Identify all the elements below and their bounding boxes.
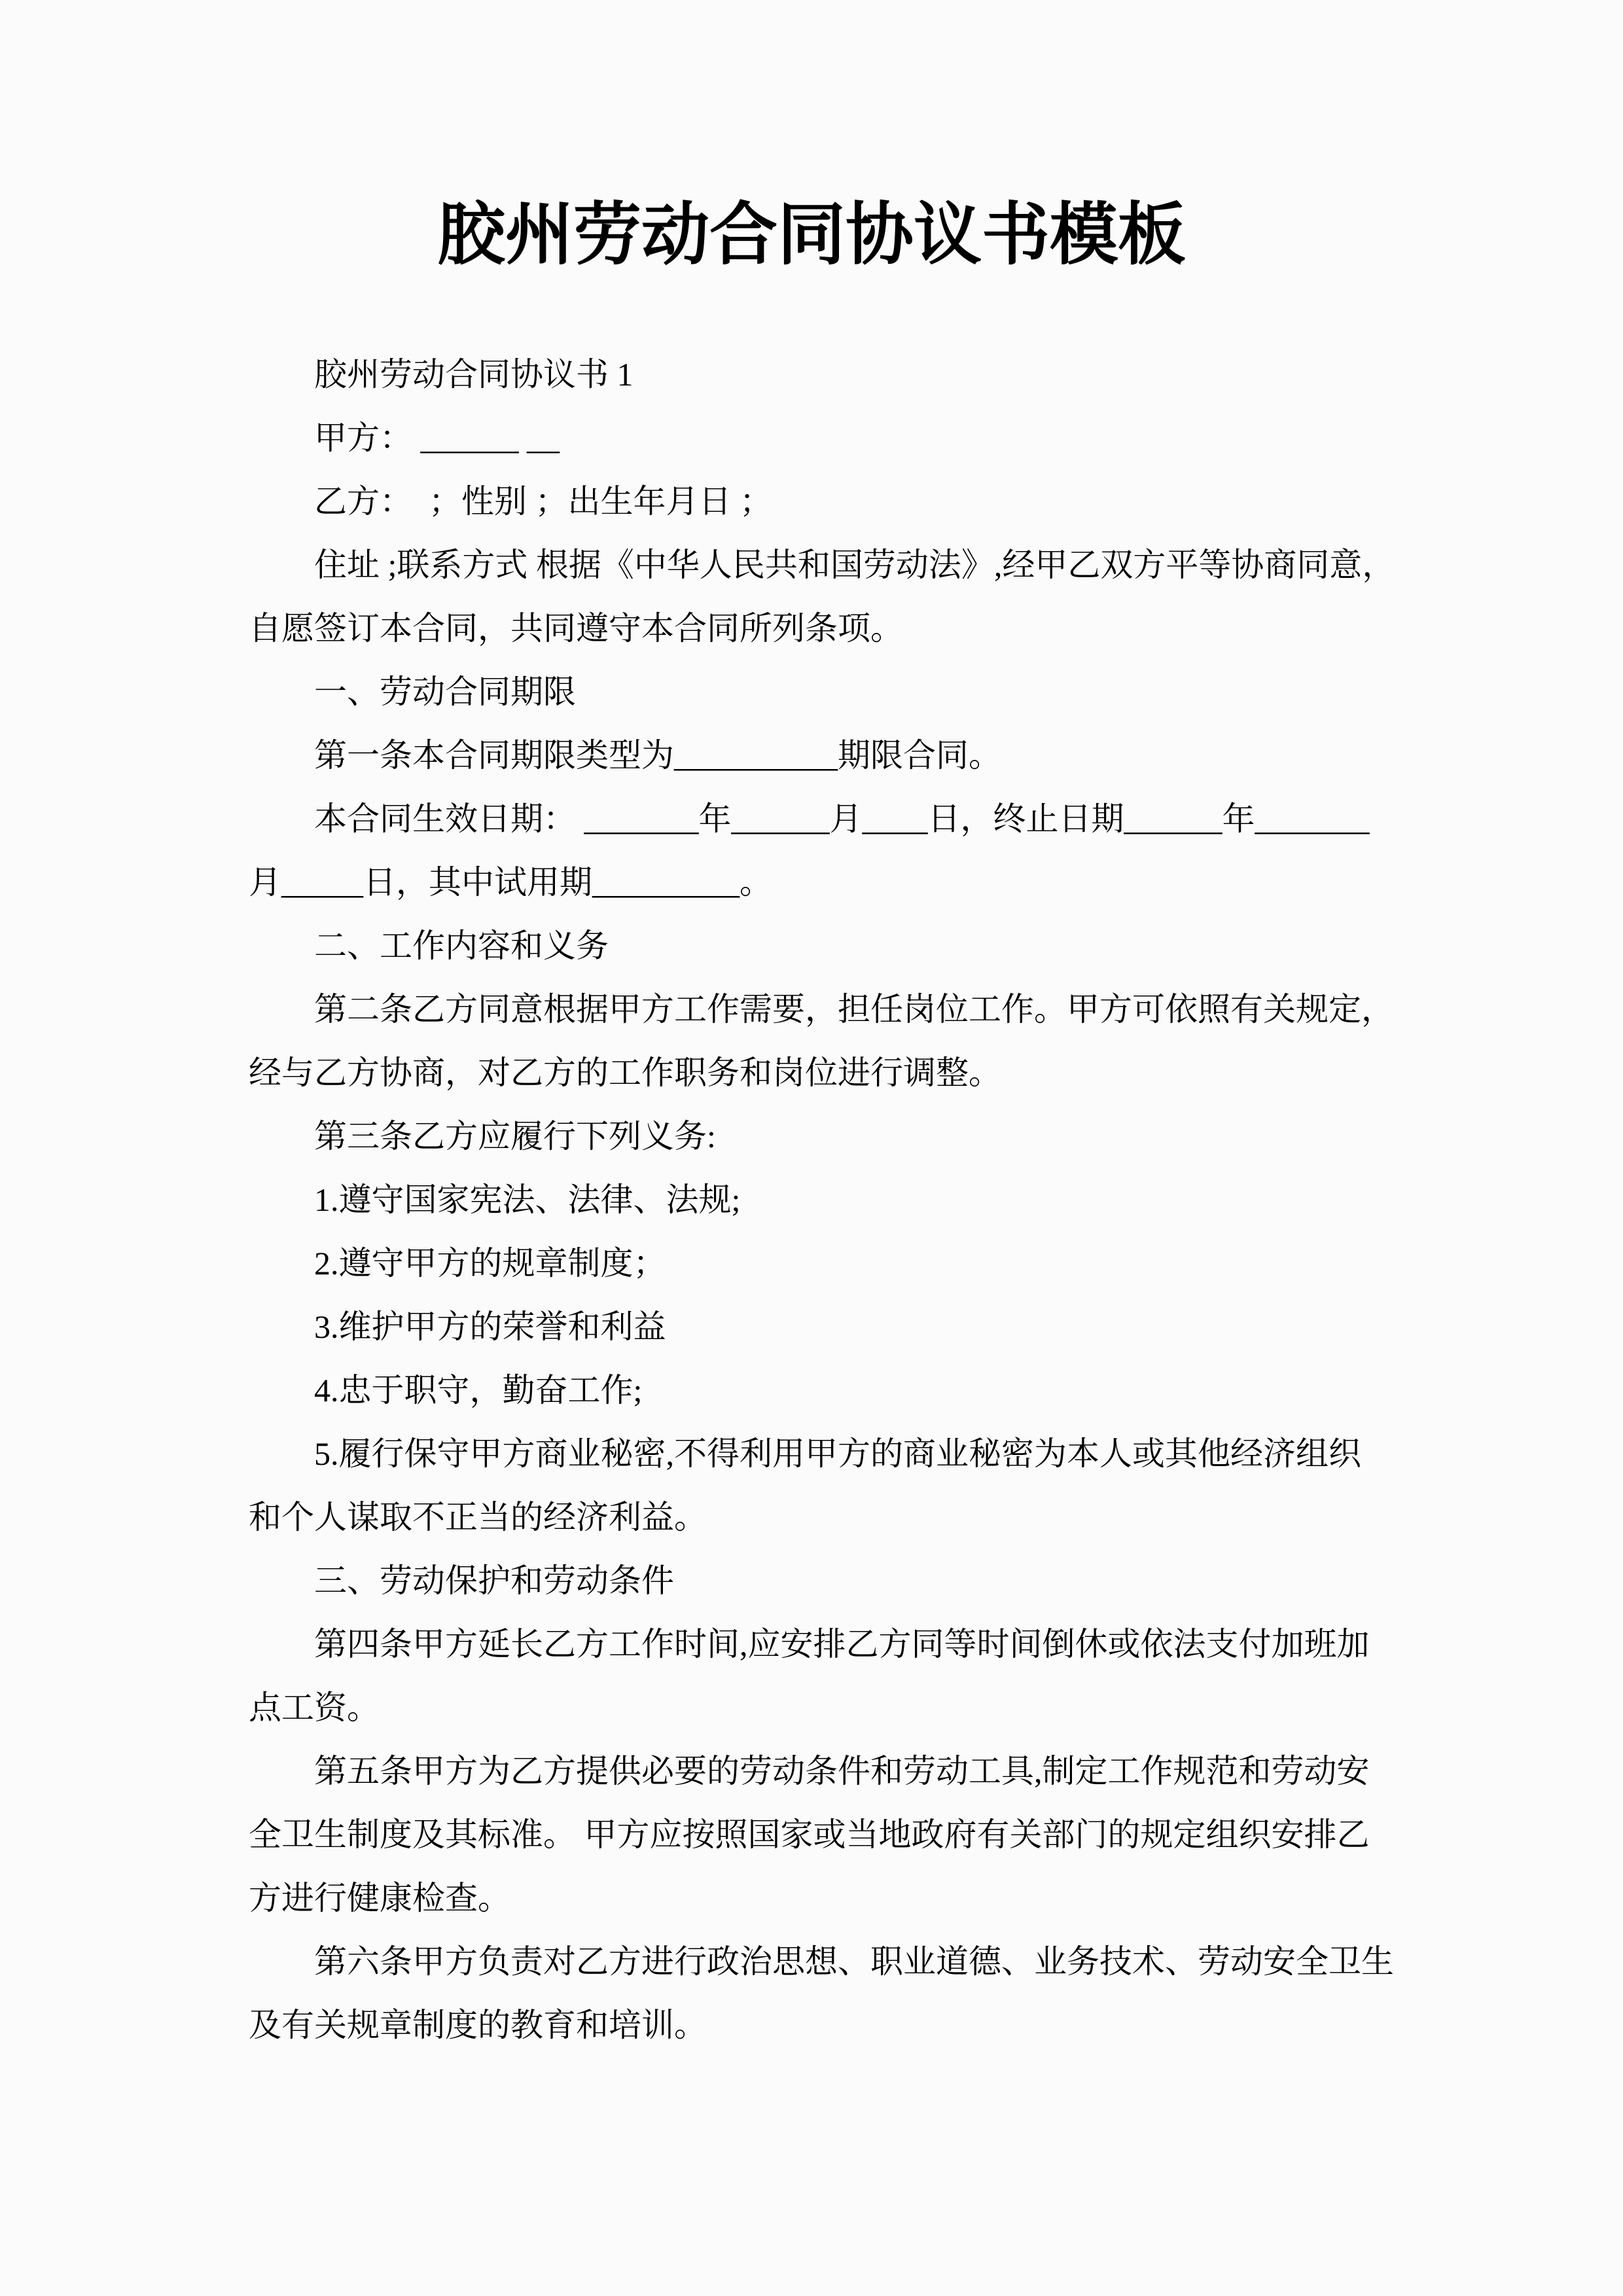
document-body — [249, 343, 1407, 2057]
doc-line-item-5: 5.履行保守甲方商业秘密,不得利用甲方的商业秘密为本人或其他经济组织 — [314, 1435, 1361, 1472]
doc-line-clause-1: 第一条本合同期限类型为__________期限合同。 — [314, 737, 1001, 774]
doc-line-clause-2: 第二条乙方同意根据甲方工作需要，担任岗位工作。甲方可依照有关规定， — [314, 991, 1394, 1028]
doc-line-item-2: 2.遵守甲方的规章制度； — [314, 1245, 666, 1282]
doc-line-item-3: 3.维护甲方的荣誉和利益 — [314, 1308, 666, 1345]
doc-line: 月_____日，其中试用期_________。 — [249, 864, 772, 901]
doc-line: 住址 ;联系方式 根据《中华人民共和国劳动法》,经甲乙双方平等协商同意， — [314, 547, 1395, 583]
doc-line-party-b: 乙方： ；性别 ；出生年月日 ； — [314, 483, 772, 520]
doc-line-clause-3: 第三条乙方应履行下列义务: — [314, 1118, 716, 1155]
doc-line: 和个人谋取不正当的经济利益。 — [249, 1499, 707, 1535]
document-title: 胶州劳动合同协议书模板 — [437, 198, 1186, 273]
doc-line-section-1: 一、劳动合同期限 — [314, 673, 576, 710]
doc-line-item-1: 1.遵守国家宪法、法律、法规; — [314, 1181, 741, 1218]
doc-line-party-a: 甲方： ______ __ — [314, 420, 560, 456]
doc-line: 自愿签订本合同，共同遵守本合同所列条项。 — [249, 610, 903, 647]
doc-line-section-3: 三、劳动保护和劳动条件 — [314, 1562, 674, 1599]
doc-line: 及有关规章制度的教育和培训。 — [249, 2007, 707, 2043]
doc-line: 本合同生效日期： _______年______月____日，终止日期______年_______ — [314, 800, 1370, 837]
doc-line: 点工资。 — [249, 1689, 380, 1726]
doc-line-clause-6: 第六条甲方负责对乙方进行政治思想、职业道德、业务技术、劳动安全卫生 — [314, 1943, 1394, 1980]
doc-line-item-4: 4.忠于职守，勤奋工作; — [314, 1372, 643, 1408]
doc-line-section-2: 二、工作内容和义务 — [314, 927, 609, 964]
doc-line: 方进行健康检查。 — [249, 1880, 510, 1916]
doc-line-clause-5: 第五条甲方为乙方提供必要的劳动条件和劳动工具,制定工作规范和劳动安 — [314, 1753, 1370, 1789]
doc-line-clause-4: 第四条甲方延长乙方工作时间,应安排乙方同等时间倒休或依法支付加班加 — [314, 1626, 1370, 1662]
doc-line: 全卫生制度及其标准。 甲方应按照国家或当地政府有关部门的规定组织安排乙 — [249, 1816, 1370, 1853]
doc-line-subtitle: 胶州劳动合同协议书 1 — [314, 356, 633, 393]
doc-line: 经与乙方协商，对乙方的工作职务和岗位进行调整。 — [249, 1054, 1001, 1091]
